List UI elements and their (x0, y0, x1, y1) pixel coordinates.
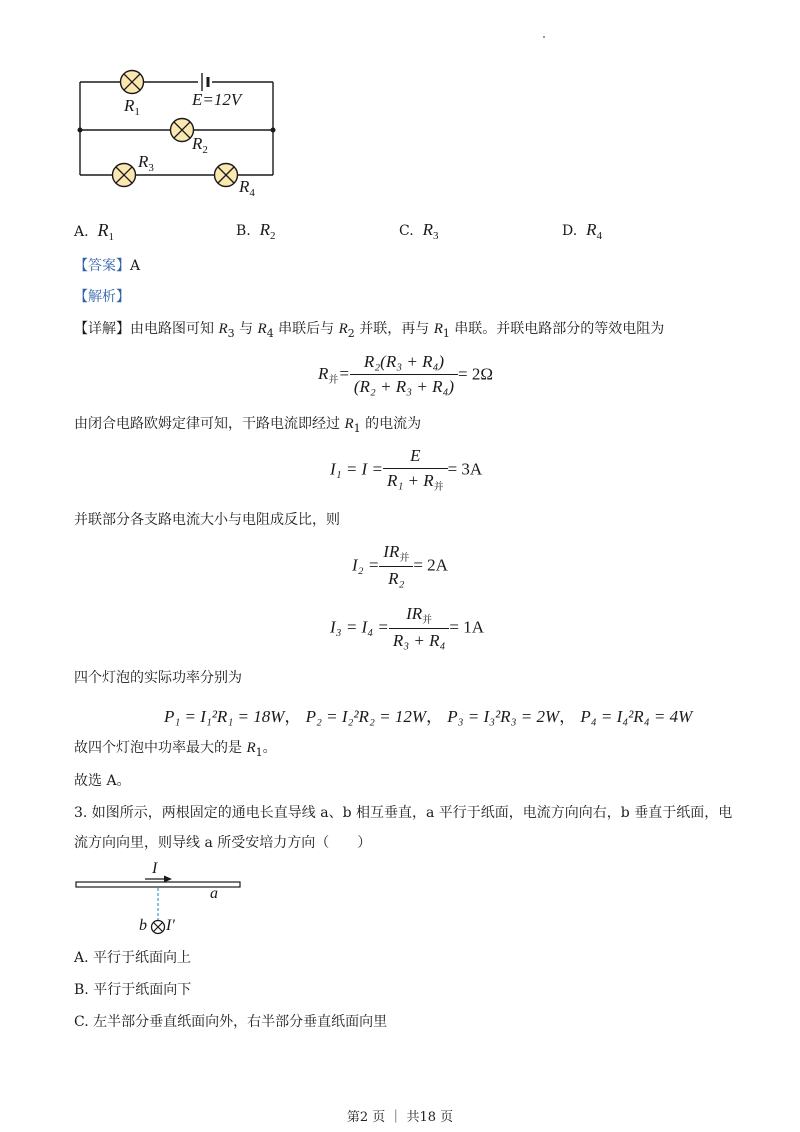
detail-line: 【详解】由电路图可知 $R_3$ 与 $R_4$ 串联后与 $R_2$ 并联，再与 $R_1$ 串联。并联电路部分的等效电阻为 (74, 321, 665, 340)
q2-option-a[interactable]: A. $R_1$ (74, 220, 114, 243)
q3-option-c[interactable]: C. 左半部分垂直纸面向外，右半部分垂直纸面向里 (74, 1014, 388, 1030)
paragraph-branch-current: 并联部分各支路电流大小与电阻成反比，则 (74, 512, 340, 528)
q2-option-b[interactable]: B. $R_2$ (236, 220, 276, 242)
wire-label-i-prime: I′ (166, 917, 175, 934)
paragraph-conclusion: 故四个灯泡中功率最大的是 $R_1$。 (74, 740, 277, 759)
wire-diagram (70, 860, 250, 940)
q2-option-d[interactable]: D. $R_4$ (562, 220, 602, 242)
lamp-r4-icon (215, 164, 238, 187)
page-footer: 第2 页 ｜ 共18 页 (346, 1110, 454, 1125)
equation-main-current: I₁ = I = $\frac{E}{R_1 + R_并}$ = 3A (330, 446, 483, 493)
label-emf: E=12V (192, 90, 242, 109)
lamp-r2-icon (171, 119, 194, 142)
q3-option-a[interactable]: A. 平行于纸面向上 (74, 950, 192, 966)
question-3-line2: 流方向向里，则导线 a 所受安培力方向（ ） (74, 835, 372, 851)
lamp-r3-icon (113, 164, 136, 187)
answer-line: 【答案】A (74, 258, 141, 274)
paragraph-power: 四个灯泡的实际功率分别为 (74, 670, 242, 686)
q3-option-b[interactable]: B. 平行于纸面向下 (74, 982, 192, 998)
wire-label-b: b (139, 917, 147, 934)
q2-option-c[interactable]: C. $R_3$ (399, 220, 439, 242)
page-speck (543, 36, 545, 38)
wire-label-a: a (210, 885, 218, 902)
equation-i3-i4: I₃ = I₄ = $\frac{IR_并}{\text{R₃ + R₄}}$ = 1A (330, 604, 485, 650)
question-3-line1: 3. 如图所示，两根固定的通电长直导线 a、b 相互垂直，a 平行于纸面，电流方向向右，b 垂直于纸面，电 (74, 805, 733, 821)
equation-powers: P₁ = I₁²R₁ = 18W， P₂ = I₂²R₂ = 12W， P₃ = I₃²R₃ = 2W， P₄ = I₄²R₄ = 4W (164, 707, 693, 726)
label-r3: $R_3$ (138, 152, 154, 174)
circuit-diagram (70, 60, 290, 200)
wire-b-into-page-icon (152, 921, 165, 934)
analysis-tag: 【解析】 (74, 289, 130, 305)
paragraph-ohm-law: 由闭合电路欧姆定律可知，干路电流即经过 $R_1$ 的电流为 (74, 416, 422, 435)
equation-i2: I₂ = $\frac{IR_并}{\text{R₂}}$ = 2A (352, 542, 448, 588)
paragraph-choose: 故选 A。 (74, 773, 131, 789)
label-r2: $R_2$ (192, 134, 208, 156)
equation-r-parallel: $R_并=$ $\frac{\text{R₂(R₃ + R₄)}}{\text{(R₂ + R₃ + R₄)}}$ = 2Ω (318, 352, 494, 396)
label-r4: $R_4$ (239, 177, 255, 199)
lamp-r1-icon (121, 71, 144, 94)
wire-label-i: I (152, 860, 158, 877)
label-r1: $R_1$ (124, 96, 140, 118)
